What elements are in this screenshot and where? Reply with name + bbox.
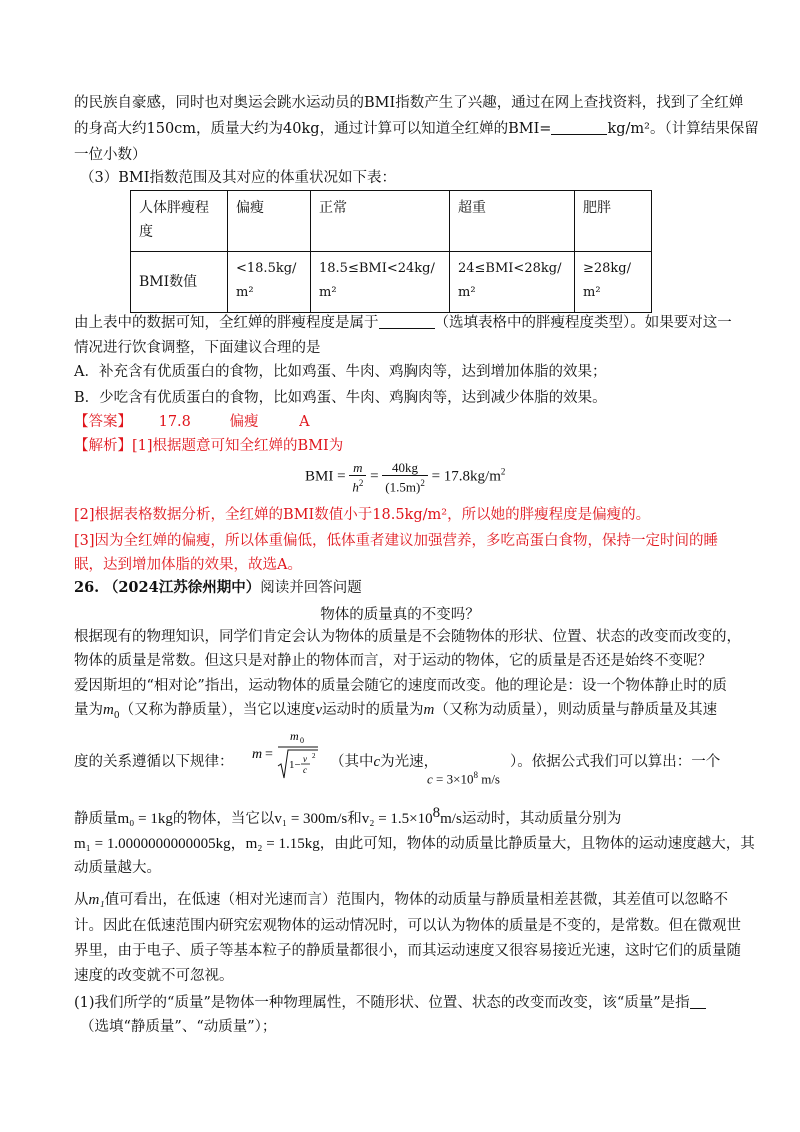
- article-p2-line-1: 爱因斯坦的“相对论”指出，运动物体的质量会随它的速度而改变。他的理论是：设一个物体静止时的质: [74, 678, 727, 694]
- svg-text:1−: 1−: [289, 759, 301, 771]
- bmi-answer-blank[interactable]: [551, 120, 607, 135]
- article-p4: m₁ = 1.0000000000005kg，m₂ = 1.15kg，由此可知，物体的动质量比静质量大，且物体的运动速度越大，其: [74, 836, 755, 852]
- relativistic-mass-formula: [250, 726, 320, 786]
- article-p3: 静质量m₀ = 1kg的物体，当它以v₁ = 300m/s和$v_2 = 1.5\times 10^8m/s$运动时，其动质量分别为: [74, 805, 622, 827]
- article-p6-line-3: 界里，由于电子、质子等基本粒子的静质量都很小，而其运动速度又很容易接近光速，这时它们的质量随: [74, 943, 741, 959]
- answer-value-2: 偏瘦: [229, 414, 259, 430]
- intro-line-2: [74, 119, 759, 139]
- question-3-after-line-2: 情况进行饮食调整，下面建议合理的是: [74, 340, 321, 356]
- analysis-line-4: 眠，达到增加体脂的效果，故选A。: [74, 557, 302, 573]
- article-p2-line-3-mid: （其中c为光速，: [330, 754, 439, 770]
- article-p5: 动质量越大。: [74, 860, 161, 876]
- svg-text:c: c: [303, 765, 307, 775]
- option-b: B．少吃含有优质蛋白的食物，比如鸡蛋、牛肉、鸡胸肉等，达到减少体脂的效果。: [74, 390, 607, 406]
- article-p6-line-1: 从m₁值可看出，在低速（相对光速而言）范围内，物体的动质量与静质量相差甚微，其差值可以忽略不: [74, 892, 729, 908]
- svg-text:=: =: [265, 747, 273, 762]
- article-p6-line-2: 计。因此在低速范围内研究宏观物体的运动情况时，可以认为物体的质量是不变的，是常数。但在微观世: [74, 918, 741, 934]
- table-cell: 24≤BMI<28kg/ m²: [450, 252, 575, 313]
- article-p1-line-1: 根据现有的物理知识，同学们肯定会认为物体的质量是不会随物体的形状、位置、状态的改变而改变的，: [74, 629, 741, 645]
- bmi-formula: BMI = $\frac{m}{h^2}$ = $\frac{40kg}{(1.5m)^2}$ = $17.8kg/m^2$: [305, 460, 506, 495]
- question-3-text: 由上表中的数据可知，全红婵的胖瘦程度是属于: [74, 315, 379, 331]
- table-cell: <18.5kg/ m²: [228, 252, 311, 313]
- question-source: （2024江苏徐州期中）: [103, 579, 261, 596]
- question-26-header: [74, 578, 362, 598]
- table-cell: 18.5≤BMI<24kg/ m²: [311, 252, 450, 313]
- formula-lhs: BMI: [305, 468, 334, 485]
- intro-line-1: 的民族自豪感，同时也对奥运会跳水运动员的BMI指数产生了兴趣，通过在网上查找资料，找到了全红婵: [74, 95, 744, 111]
- svg-text:m: m: [252, 747, 263, 762]
- question-1-line-2: （选填“静质量”、“动质量”）；: [80, 1019, 277, 1035]
- bmi-table: [130, 190, 652, 313]
- article-p2-line-3-end: ）。依据公式我们可以算出：一个: [510, 754, 721, 770]
- fatness-answer-blank[interactable]: [379, 314, 435, 329]
- question-3-after-line-1: [74, 313, 732, 333]
- formula-fraction-1: $\frac{m}{h^2}$: [349, 460, 366, 494]
- svg-text:m: m: [290, 729, 299, 743]
- svg-text:0: 0: [300, 736, 304, 745]
- table-cell: 人体胖瘦程 度: [131, 191, 228, 252]
- svg-text:v: v: [303, 754, 307, 764]
- intro-line-2-text: 的身高大约150cm，质量大约为40kg，通过计算可以知道全红婵的BMI=: [74, 121, 552, 137]
- article-title: 物体的质量真的不变吗？: [320, 607, 480, 623]
- table-row: [131, 252, 652, 313]
- article-p2-line-2: 量为$m_0$（又称为静质量），当它以速度v运动时的质量为m（又称为动质量），则动质量与静质量及其速: [74, 702, 718, 721]
- article-p1-line-2: 物体的质量是常数。但这只是对静止的物体而言，对于运动的物体，它的质量是否还是始终不变呢？: [74, 653, 712, 669]
- table-cell: 肥胖: [575, 191, 652, 252]
- question-3-stem: （3）BMI指数范围及其对应的体重状况如下表：: [80, 170, 396, 186]
- intro-line-2-unit: kg/m²。（计算结果保留: [607, 121, 759, 137]
- analysis-line-1: [74, 436, 343, 456]
- table-cell: 超重: [450, 191, 575, 252]
- speed-of-light-value: $c = 3\times 10^8$ m/s: [427, 770, 500, 787]
- analysis-line-3: [3]因为全红婵的偏瘦，所以体重偏低，低体重者建议加强营养，多吃高蛋白食物，保持一定时间的睡: [74, 533, 719, 549]
- option-a: A．补充含有优质蛋白的食物，比如鸡蛋、牛肉、鸡胸肉等，达到增加体脂的效果；: [74, 364, 607, 380]
- question-3-text-2: （选填表格中的胖瘦程度类型）。如果要对这一: [434, 315, 732, 331]
- table-cell: 偏瘦: [228, 191, 311, 252]
- answer-value-1: 17.8: [158, 414, 191, 430]
- table-cell: ≥28kg/ m²: [575, 252, 652, 313]
- formula-graphic: [250, 726, 320, 786]
- table-cell: BMI数值: [131, 252, 228, 313]
- answer-value-3: A: [299, 414, 310, 430]
- question-1-line-1: (1)我们所学的“质量”是物体一种物理属性，不随形状、位置、状态的改变而改变，该“质量”是指: [74, 993, 706, 1013]
- table-row: [131, 191, 652, 252]
- analysis-line-2: [2]根据表格数据分析，全红婵的BMI数值小于18.5kg/m²，所以她的胖瘦程度是偏瘦的。: [74, 507, 651, 523]
- analysis-text-1: [1]根据题意可知全红婵的BMI为: [132, 438, 344, 454]
- svg-text:2: 2: [312, 752, 316, 760]
- question-prompt: 阅读并回答问题: [260, 580, 362, 596]
- answer-label: 【答案】: [74, 414, 132, 430]
- mass-type-blank[interactable]: [690, 994, 706, 1009]
- article-p6-line-4: 速度的改变就不可忽视。: [74, 968, 234, 984]
- table-cell: 正常: [311, 191, 450, 252]
- answer-line: [74, 412, 310, 432]
- analysis-label: 【解析】: [74, 438, 132, 454]
- formula-fraction-2: $\frac{40kg}{(1.5m)^2}$: [382, 460, 428, 494]
- article-p2-line-3-text: 度的关系遵循以下规律：: [74, 754, 234, 770]
- question-number: 26.: [74, 579, 100, 596]
- formula-result: 17.8kg/m: [443, 468, 501, 485]
- intro-line-3: 一位小数）: [74, 147, 147, 163]
